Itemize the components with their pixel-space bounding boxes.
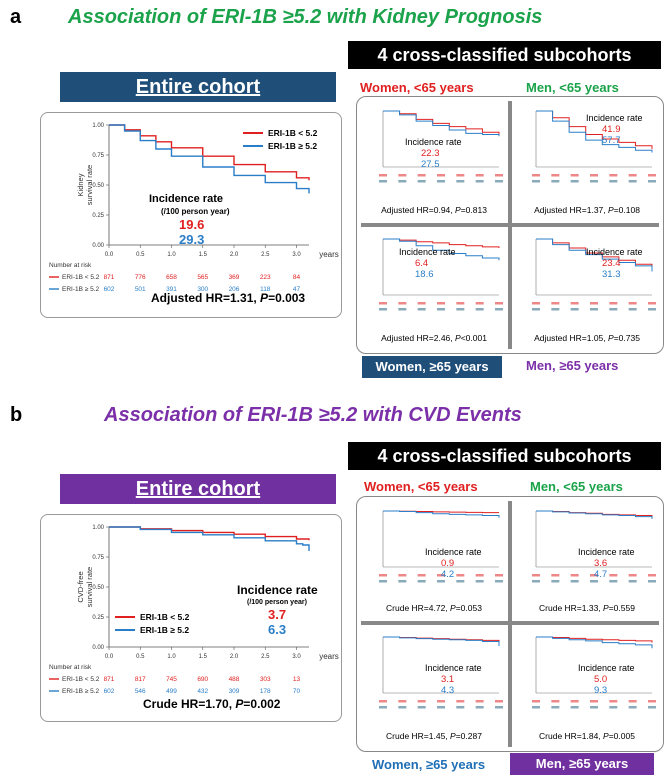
risk-count-mark bbox=[379, 174, 387, 177]
risk-count: 501 bbox=[134, 286, 146, 293]
y-axis-title-line2: survival rate bbox=[85, 164, 94, 206]
risk-count: 369 bbox=[228, 274, 240, 281]
section-a-quadrants-panel bbox=[356, 96, 664, 354]
hazard-ratio-value: Crude HR=1.84, bbox=[539, 731, 604, 741]
risk-count-mark bbox=[379, 180, 387, 183]
quadrant-divider-h bbox=[361, 223, 659, 227]
risk-count-mark bbox=[456, 580, 464, 583]
incidence-low: 5.0 bbox=[594, 674, 608, 685]
risk-count: 432 bbox=[197, 688, 209, 695]
risk-count-mark bbox=[532, 580, 540, 583]
legend-label-low: ERI-1B < 5.2 bbox=[140, 612, 190, 622]
risk-count-mark bbox=[609, 580, 617, 583]
hazard-ratio bbox=[381, 205, 487, 215]
legend-label-high: ERI-1B ≥ 5.2 bbox=[140, 625, 190, 635]
section-b-men-under65-chart bbox=[514, 501, 660, 619]
risk-count-mark bbox=[418, 174, 426, 177]
incidence-low: 41.9 bbox=[602, 124, 621, 135]
risk-count-mark bbox=[571, 580, 579, 583]
risk-count-mark bbox=[629, 174, 637, 177]
risk-row-label: ERI-1B ≥ 5.2 bbox=[62, 286, 100, 293]
legend-label-high: ERI-1B ≥ 5.2 bbox=[268, 141, 318, 151]
section-b-hr: Crude HR=1.70, P=0.002 bbox=[143, 697, 281, 711]
risk-count-mark bbox=[590, 308, 598, 311]
risk-count: 488 bbox=[228, 676, 240, 683]
x-tick-label: 1.5 bbox=[198, 252, 207, 258]
x-tick-label: 0.0 bbox=[104, 252, 114, 258]
risk-count-mark bbox=[648, 706, 656, 709]
section-b-main-chart bbox=[41, 515, 341, 721]
x-tick-label: 2.5 bbox=[261, 654, 270, 660]
risk-count-mark bbox=[476, 574, 484, 577]
section-a-incidence-low: 19.6 bbox=[179, 217, 205, 232]
x-tick-label: 2.5 bbox=[261, 252, 270, 258]
section-b-title: Association of ERI-1B ≥5.2 with CVD Events bbox=[104, 404, 522, 426]
risk-count-mark bbox=[398, 302, 406, 305]
risk-count-mark bbox=[551, 308, 559, 311]
risk-count-mark bbox=[609, 174, 617, 177]
risk-count: 309 bbox=[228, 688, 240, 695]
section-a-women-over65-chart bbox=[361, 229, 507, 349]
p-value: =0.735 bbox=[613, 333, 640, 343]
incidence-low: 3.1 bbox=[441, 674, 455, 685]
risk-count-mark bbox=[379, 706, 387, 709]
section-b-incidence-label: Incidence rate bbox=[237, 583, 318, 597]
section-b-incidence-low: 3.7 bbox=[268, 607, 287, 622]
section-b-label-men-over65: Men, ≥65 years bbox=[535, 756, 629, 771]
p-value: =0.813 bbox=[460, 205, 487, 215]
risk-count-mark bbox=[648, 302, 656, 305]
risk-count-mark bbox=[456, 308, 464, 311]
risk-count-mark bbox=[418, 580, 426, 583]
section-a-title: Association of ERI-1B ≥5.2 with Kidney Prognosis bbox=[68, 6, 543, 28]
risk-count-mark bbox=[495, 706, 503, 709]
risk-count: 546 bbox=[134, 688, 146, 695]
risk-count-mark bbox=[495, 174, 503, 177]
risk-count-mark bbox=[590, 706, 598, 709]
x-tick-label: 1.0 bbox=[167, 654, 176, 660]
risk-count-mark bbox=[437, 700, 445, 703]
hazard-ratio bbox=[381, 333, 487, 343]
risk-count-mark bbox=[571, 700, 579, 703]
incidence-label: Incidence rate bbox=[405, 137, 462, 147]
incidence-high: 4.2 bbox=[441, 569, 455, 580]
risk-count: 206 bbox=[228, 286, 240, 293]
risk-count: 70 bbox=[292, 688, 301, 695]
number-at-risk-label: Number at risk bbox=[49, 664, 92, 671]
y-tick-label: 1.00 bbox=[92, 123, 104, 129]
risk-count-mark bbox=[437, 308, 445, 311]
section-a-hr: Adjusted HR=1.31, P=0.003 bbox=[151, 291, 306, 305]
risk-count-mark bbox=[629, 574, 637, 577]
risk-count-mark bbox=[629, 180, 637, 183]
incidence-label: Incidence rate bbox=[586, 113, 643, 123]
risk-count: 303 bbox=[259, 676, 271, 683]
risk-count-mark bbox=[532, 302, 540, 305]
risk-count-mark bbox=[571, 308, 579, 311]
hazard-ratio bbox=[539, 603, 635, 613]
risk-count-mark bbox=[456, 302, 464, 305]
risk-count-mark bbox=[418, 706, 426, 709]
legend-label-low: ERI-1B < 5.2 bbox=[268, 128, 318, 138]
risk-count-mark bbox=[476, 302, 484, 305]
section-a-men-under65-chart bbox=[514, 101, 660, 221]
risk-count-mark bbox=[648, 580, 656, 583]
section-b-label-women-under65: Women, <65 years bbox=[364, 479, 478, 494]
section-a-men-over65-chart bbox=[514, 229, 660, 349]
risk-count-mark bbox=[418, 574, 426, 577]
risk-count: 391 bbox=[166, 286, 177, 293]
risk-count-mark bbox=[532, 308, 540, 311]
incidence-low: 6.4 bbox=[415, 258, 429, 269]
risk-count-mark bbox=[590, 180, 598, 183]
p-label: P bbox=[455, 205, 461, 215]
risk-count-mark bbox=[456, 706, 464, 709]
incidence-low: 23.4 bbox=[602, 258, 621, 269]
risk-count-mark bbox=[398, 180, 406, 183]
series-line-low bbox=[109, 527, 309, 540]
risk-count-mark bbox=[551, 180, 559, 183]
section-b-women-over65-chart bbox=[361, 627, 507, 747]
risk-count-mark bbox=[532, 706, 540, 709]
risk-count-mark bbox=[571, 174, 579, 177]
risk-count-mark bbox=[495, 308, 503, 311]
incidence-high: 9.3 bbox=[594, 685, 608, 696]
risk-count-mark bbox=[476, 700, 484, 703]
hazard-ratio-value: Crude HR=1.33, bbox=[539, 603, 604, 613]
section-a-label-women-under65: Women, <65 years bbox=[360, 80, 474, 95]
risk-count: 658 bbox=[166, 274, 177, 281]
p-value: =0.005 bbox=[608, 731, 635, 741]
hazard-ratio bbox=[534, 333, 640, 343]
section-b-quadrants-panel bbox=[356, 496, 664, 752]
section-a-subcohorts-header: 4 cross-classified subcohorts bbox=[348, 41, 661, 69]
risk-count: 602 bbox=[103, 286, 115, 293]
risk-count-mark bbox=[551, 700, 559, 703]
y-tick-label: 0.00 bbox=[92, 645, 104, 651]
risk-count-mark bbox=[456, 180, 464, 183]
risk-row-label: ERI-1B < 5.2 bbox=[62, 274, 100, 281]
risk-count-mark bbox=[609, 700, 617, 703]
p-value: =0.559 bbox=[608, 603, 635, 613]
section-a-main-panel bbox=[40, 112, 342, 318]
risk-count-mark bbox=[476, 706, 484, 709]
risk-count-mark bbox=[532, 574, 540, 577]
risk-count-mark bbox=[476, 180, 484, 183]
risk-count-mark bbox=[398, 308, 406, 311]
p-label: P bbox=[450, 731, 456, 741]
x-tick-label: 0.5 bbox=[136, 654, 145, 660]
section-a-incidence-high: 29.3 bbox=[179, 232, 205, 247]
risk-count-mark bbox=[551, 302, 559, 305]
risk-count: 223 bbox=[259, 274, 271, 281]
risk-count-mark bbox=[648, 174, 656, 177]
x-tick-label: 0.5 bbox=[136, 252, 145, 258]
hazard-ratio bbox=[386, 731, 482, 741]
risk-count-mark bbox=[571, 706, 579, 709]
section-a-letter: a bbox=[10, 6, 22, 28]
risk-count-mark bbox=[571, 180, 579, 183]
risk-count-mark bbox=[476, 308, 484, 311]
risk-count: 300 bbox=[197, 286, 209, 293]
risk-count: 871 bbox=[103, 274, 115, 281]
risk-count-mark bbox=[648, 574, 656, 577]
section-a-entire-cohort-banner: Entire cohort bbox=[60, 72, 336, 102]
x-tick-label: 2.0 bbox=[229, 654, 239, 660]
section-b-men-over65-chart bbox=[514, 627, 660, 747]
risk-count-mark bbox=[590, 174, 598, 177]
y-tick-label: 0.75 bbox=[92, 555, 104, 561]
risk-count-mark bbox=[495, 574, 503, 577]
y-tick-label: 0.75 bbox=[92, 153, 104, 159]
risk-count-mark bbox=[609, 574, 617, 577]
section-b-women-under65-chart bbox=[361, 501, 507, 619]
y-tick-label: 1.00 bbox=[92, 525, 104, 531]
series-line-high bbox=[109, 527, 309, 551]
risk-count-mark bbox=[456, 174, 464, 177]
p-label: P bbox=[603, 603, 609, 613]
risk-count: 84 bbox=[292, 274, 301, 281]
incidence-label: Incidence rate bbox=[578, 547, 635, 557]
hazard-ratio-value: Adjusted HR=2.46, bbox=[381, 333, 456, 343]
incidence-label: Incidence rate bbox=[586, 247, 643, 257]
p-label: P bbox=[608, 205, 614, 215]
risk-count: 118 bbox=[260, 286, 271, 293]
risk-count-mark bbox=[437, 580, 445, 583]
p-value: <0.001 bbox=[460, 333, 487, 343]
incidence-high: 31.3 bbox=[602, 269, 621, 280]
hazard-ratio-value: Crude HR=1.45, bbox=[386, 731, 451, 741]
risk-count-mark bbox=[495, 180, 503, 183]
incidence-low: 3.6 bbox=[594, 558, 608, 569]
section-b-incidence-high: 6.3 bbox=[268, 622, 287, 637]
p-value: =0.287 bbox=[455, 731, 482, 741]
risk-count-mark bbox=[629, 706, 637, 709]
hazard-ratio-value: Crude HR=4.72, bbox=[386, 603, 451, 613]
incidence-high: 4.7 bbox=[594, 569, 608, 580]
y-axis-title-line1: Kidney bbox=[76, 173, 85, 197]
risk-count: 565 bbox=[197, 274, 209, 281]
risk-count-mark bbox=[609, 180, 617, 183]
risk-count-mark bbox=[532, 180, 540, 183]
hazard-ratio-value: Adjusted HR=0.94, bbox=[381, 205, 456, 215]
risk-count-mark bbox=[456, 574, 464, 577]
risk-count: 499 bbox=[166, 688, 177, 695]
risk-count-mark bbox=[437, 174, 445, 177]
risk-count-mark bbox=[418, 302, 426, 305]
section-b-incidence-unit: (/100 person year) bbox=[247, 599, 307, 606]
x-tick-label: 3.0 bbox=[292, 654, 301, 660]
y-tick-label: 0.25 bbox=[92, 213, 104, 219]
p-label: P bbox=[608, 333, 614, 343]
risk-count: 47 bbox=[292, 286, 301, 293]
incidence-label: Incidence rate bbox=[425, 663, 482, 673]
risk-count-mark bbox=[590, 580, 598, 583]
hazard-ratio-value: Adjusted HR=1.37, bbox=[534, 205, 609, 215]
hazard-ratio-value: Adjusted HR=1.05, bbox=[534, 333, 609, 343]
risk-count-mark bbox=[379, 700, 387, 703]
subcohort-line-high bbox=[536, 637, 652, 648]
x-tick-label: 3.0 bbox=[292, 252, 301, 258]
risk-count-mark bbox=[609, 706, 617, 709]
risk-count-mark bbox=[571, 302, 579, 305]
section-a-incidence-unit: (/100 person year) bbox=[161, 207, 230, 216]
risk-count-mark bbox=[609, 308, 617, 311]
risk-count-mark bbox=[476, 174, 484, 177]
x-axis-title: years bbox=[319, 250, 339, 259]
risk-count-mark bbox=[418, 180, 426, 183]
risk-count-mark bbox=[437, 706, 445, 709]
risk-count-mark bbox=[629, 308, 637, 311]
risk-count: 13 bbox=[292, 676, 301, 683]
risk-count-mark bbox=[532, 174, 540, 177]
risk-count-mark bbox=[532, 700, 540, 703]
section-b-entire-cohort-banner: Entire cohort bbox=[60, 474, 336, 504]
risk-count-mark bbox=[609, 302, 617, 305]
risk-count: 817 bbox=[134, 676, 146, 683]
hazard-ratio bbox=[539, 731, 635, 741]
section-a-label-men-under65: Men, <65 years bbox=[526, 80, 619, 95]
incidence-high: 27.5 bbox=[421, 159, 440, 170]
number-at-risk-label: Number at risk bbox=[49, 262, 92, 269]
risk-count-mark bbox=[551, 706, 559, 709]
x-tick-label: 2.0 bbox=[229, 252, 239, 258]
section-b-letter: b bbox=[10, 404, 23, 426]
risk-count-mark bbox=[418, 308, 426, 311]
risk-count-mark bbox=[418, 700, 426, 703]
risk-count-mark bbox=[495, 580, 503, 583]
risk-count-mark bbox=[398, 580, 406, 583]
risk-count-mark bbox=[571, 574, 579, 577]
section-b-subcohorts-header: 4 cross-classified subcohorts bbox=[348, 442, 661, 470]
section-a-women-under65-chart bbox=[361, 101, 507, 221]
section-a-label-men-over65: Men, ≥65 years bbox=[526, 358, 619, 373]
risk-count-mark bbox=[551, 574, 559, 577]
risk-count: 178 bbox=[259, 688, 271, 695]
section-b-label-men-under65: Men, <65 years bbox=[530, 479, 623, 494]
x-axis-title: years bbox=[319, 652, 339, 661]
risk-count-mark bbox=[648, 180, 656, 183]
incidence-high: 57.7 bbox=[602, 135, 621, 146]
risk-row-label: ERI-1B ≥ 5.2 bbox=[62, 688, 100, 695]
risk-count-mark bbox=[495, 302, 503, 305]
incidence-label: Incidence rate bbox=[425, 547, 482, 557]
y-axis-title-line1: CVD-free bbox=[76, 571, 85, 603]
risk-count-mark bbox=[379, 308, 387, 311]
risk-count: 776 bbox=[134, 274, 146, 281]
risk-count-mark bbox=[648, 700, 656, 703]
incidence-high: 18.6 bbox=[415, 269, 434, 280]
risk-count-mark bbox=[648, 308, 656, 311]
risk-count-mark bbox=[398, 574, 406, 577]
quadrant-divider-h bbox=[361, 621, 659, 625]
y-tick-label: 0.50 bbox=[92, 585, 104, 591]
p-label: P bbox=[450, 603, 456, 613]
y-tick-label: 0.00 bbox=[92, 243, 104, 249]
risk-count-mark bbox=[476, 580, 484, 583]
p-value: =0.053 bbox=[455, 603, 482, 613]
subcohort-line-low bbox=[536, 637, 652, 643]
risk-count-mark bbox=[437, 302, 445, 305]
incidence-label: Incidence rate bbox=[399, 247, 456, 257]
risk-count-mark bbox=[590, 302, 598, 305]
risk-count-mark bbox=[629, 302, 637, 305]
risk-count-mark bbox=[629, 580, 637, 583]
risk-count-mark bbox=[551, 580, 559, 583]
risk-count: 690 bbox=[197, 676, 209, 683]
y-axis-title-line2: survival rate bbox=[85, 566, 94, 608]
risk-count-mark bbox=[495, 700, 503, 703]
x-tick-label: 0.0 bbox=[104, 654, 114, 660]
y-tick-label: 0.25 bbox=[92, 615, 104, 621]
risk-count-mark bbox=[379, 574, 387, 577]
risk-count: 602 bbox=[103, 688, 115, 695]
incidence-high: 4.3 bbox=[441, 685, 455, 696]
section-b-main-panel bbox=[40, 514, 342, 722]
p-value: =0.108 bbox=[613, 205, 640, 215]
risk-count-mark bbox=[629, 700, 637, 703]
risk-count-mark bbox=[398, 174, 406, 177]
incidence-label: Incidence rate bbox=[578, 663, 635, 673]
risk-count: 745 bbox=[166, 676, 177, 683]
hazard-ratio bbox=[386, 603, 482, 613]
section-a-incidence-label: Incidence rate bbox=[149, 193, 223, 205]
incidence-low: 22.3 bbox=[421, 148, 440, 159]
risk-count-mark bbox=[398, 706, 406, 709]
risk-count-mark bbox=[437, 180, 445, 183]
incidence-low: 0.9 bbox=[441, 558, 455, 569]
y-tick-label: 0.50 bbox=[92, 183, 104, 189]
risk-count-mark bbox=[379, 580, 387, 583]
risk-count: 871 bbox=[103, 676, 115, 683]
section-b-label-women-over65: Women, ≥65 years bbox=[372, 757, 486, 772]
risk-count-mark bbox=[590, 700, 598, 703]
risk-count-mark bbox=[379, 302, 387, 305]
section-a-label-women-over65: Women, ≥65 years bbox=[375, 359, 489, 374]
risk-row-label: ERI-1B < 5.2 bbox=[62, 676, 100, 683]
x-tick-label: 1.5 bbox=[198, 654, 207, 660]
x-tick-label: 1.0 bbox=[167, 252, 176, 258]
risk-count-mark bbox=[398, 700, 406, 703]
p-label: P bbox=[603, 731, 609, 741]
p-label: P bbox=[455, 333, 461, 343]
risk-count-mark bbox=[456, 700, 464, 703]
section-a-label-women-over65-box bbox=[362, 356, 502, 378]
hazard-ratio bbox=[534, 205, 640, 215]
risk-count-mark bbox=[551, 174, 559, 177]
section-b-label-men-over65-box bbox=[510, 753, 654, 775]
